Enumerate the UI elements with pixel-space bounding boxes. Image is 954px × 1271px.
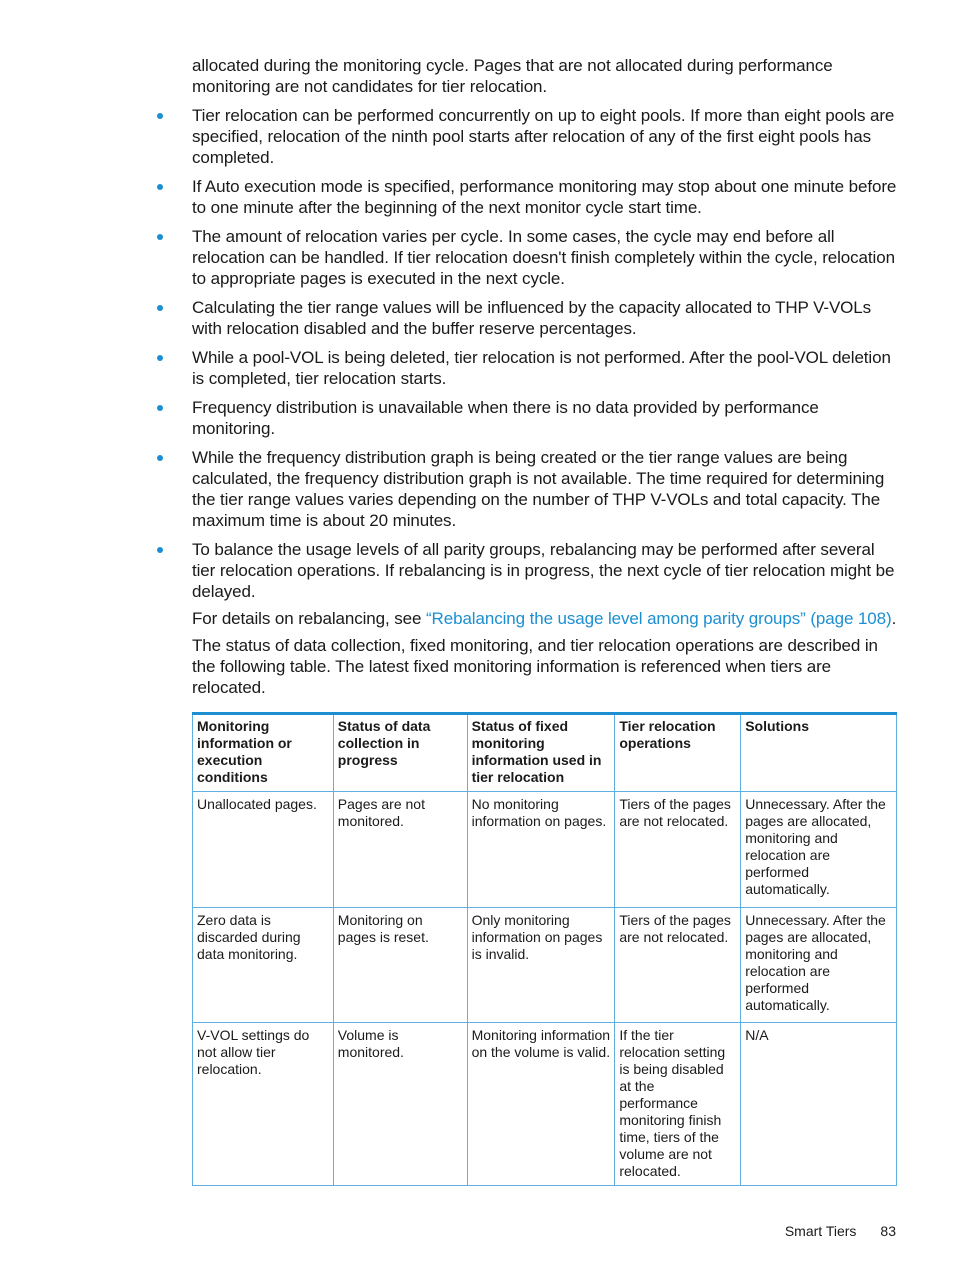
bullet-icon xyxy=(157,113,163,119)
table-cell: Unallocated pages. xyxy=(193,792,334,908)
table-row xyxy=(193,1023,897,1186)
bullet-item: While the frequency distribution graph is being created or the tier range values are being calculated, the frequency distribution graph is not available. The time required for determining the tier range values varies depending on the number of THP V-VOLs and total capacity. The maximum time is about 20 minutes. xyxy=(192,447,898,531)
bullet-item: Calculating the tier range values will be influenced by the capacity allocated to THP V-VOLs with relocation disabled and the buffer reserve percentages. xyxy=(192,297,898,339)
table-cell: Pages are not monitored. xyxy=(333,792,467,908)
column-header: Monitoring information or execution conditions xyxy=(193,714,334,792)
table-row xyxy=(193,908,897,1023)
column-header: Status of data collection in progress xyxy=(333,714,467,792)
intro-paragraph: allocated during the monitoring cycle. Pages that are not allocated during performance monitoring are not candidates for tier relocation. xyxy=(192,56,833,96)
bullet-icon xyxy=(157,234,163,240)
table-cell: Only monitoring information on pages is invalid. xyxy=(467,908,615,1023)
table-intro-paragraph: The status of data collection, fixed monitoring, and tier relocation operations are described in the following table. The latest fixed monitoring information is referenced when tiers are relocated. xyxy=(192,636,878,697)
column-header: Status of fixed monitoring information used in tier relocation xyxy=(467,714,615,792)
table-cell: Volume is monitored. xyxy=(333,1023,467,1186)
page-footer xyxy=(785,1223,896,1239)
column-header: Solutions xyxy=(741,714,897,792)
table-cell: Monitoring on pages is reset. xyxy=(333,908,467,1023)
monitoring-status-table xyxy=(192,712,897,1186)
bullet-icon xyxy=(157,184,163,190)
bullet-item: While a pool-VOL is being deleted, tier relocation is not performed. After the pool-VOL deletion is completed, tier relocation starts. xyxy=(192,347,898,389)
page-body xyxy=(192,55,898,698)
table-cell: No monitoring information on pages. xyxy=(467,792,615,908)
table-cell: Unnecessary. After the pages are allocated, monitoring and relocation are performed automatically. xyxy=(741,792,897,908)
table-cell: Unnecessary. After the pages are allocated, monitoring and relocation are performed automatically. xyxy=(741,908,897,1023)
bullet-item: Frequency distribution is unavailable when there is no data provided by performance monitoring. xyxy=(192,397,898,439)
table-cell: Monitoring information on the volume is valid. xyxy=(467,1023,615,1186)
bullet-item: To balance the usage levels of all parity groups, rebalancing may be performed after several tier relocation operations. If rebalancing is in progress, the next cycle of tier relocation might be delayed. xyxy=(192,539,898,602)
page-number: 83 xyxy=(880,1223,896,1239)
table-cell: N/A xyxy=(741,1023,897,1186)
column-header: Tier relocation operations xyxy=(615,714,741,792)
table-row xyxy=(193,792,897,908)
bullet-item: If Auto execution mode is specified, performance monitoring may stop about one minute before to one minute after the beginning of the next monitor cycle start time. xyxy=(192,176,898,218)
bullet-icon xyxy=(157,547,163,553)
table-header-row xyxy=(193,714,897,792)
bullet-list xyxy=(192,105,898,602)
rebalance-paragraph: For details on rebalancing, see “Rebalancing the usage level among parity groups” (page 108). xyxy=(192,609,897,628)
bullet-item: The amount of relocation varies per cycle. In some cases, the cycle may end before all relocation can be handled. If tier relocation doesn't finish completely within the cycle, relocation to appropriate pages is executed in the next cycle. xyxy=(192,226,898,289)
rebalance-link[interactable]: “Rebalancing the usage level among parity groups” (page 108) xyxy=(426,609,892,628)
footer-section-title: Smart Tiers xyxy=(784,1223,857,1239)
table-cell: If the tier relocation setting is being disabled at the performance monitoring finish time, tiers of the volume are not relocated. xyxy=(615,1023,741,1186)
bullet-icon xyxy=(157,405,163,411)
bullet-icon xyxy=(157,455,163,461)
bullet-icon xyxy=(157,355,163,361)
bullet-icon xyxy=(157,305,163,311)
bullet-item: Tier relocation can be performed concurrently on up to eight pools. If more than eight pools are specified, relocation of the ninth pool starts after relocation of any of the first eight pools has completed. xyxy=(192,105,898,168)
table-cell: Tiers of the pages are not relocated. xyxy=(615,792,741,908)
table-cell: Tiers of the pages are not relocated. xyxy=(615,908,741,1023)
table-cell: V-VOL settings do not allow tier relocation. xyxy=(193,1023,334,1186)
table-cell: Zero data is discarded during data monitoring. xyxy=(193,908,334,1023)
